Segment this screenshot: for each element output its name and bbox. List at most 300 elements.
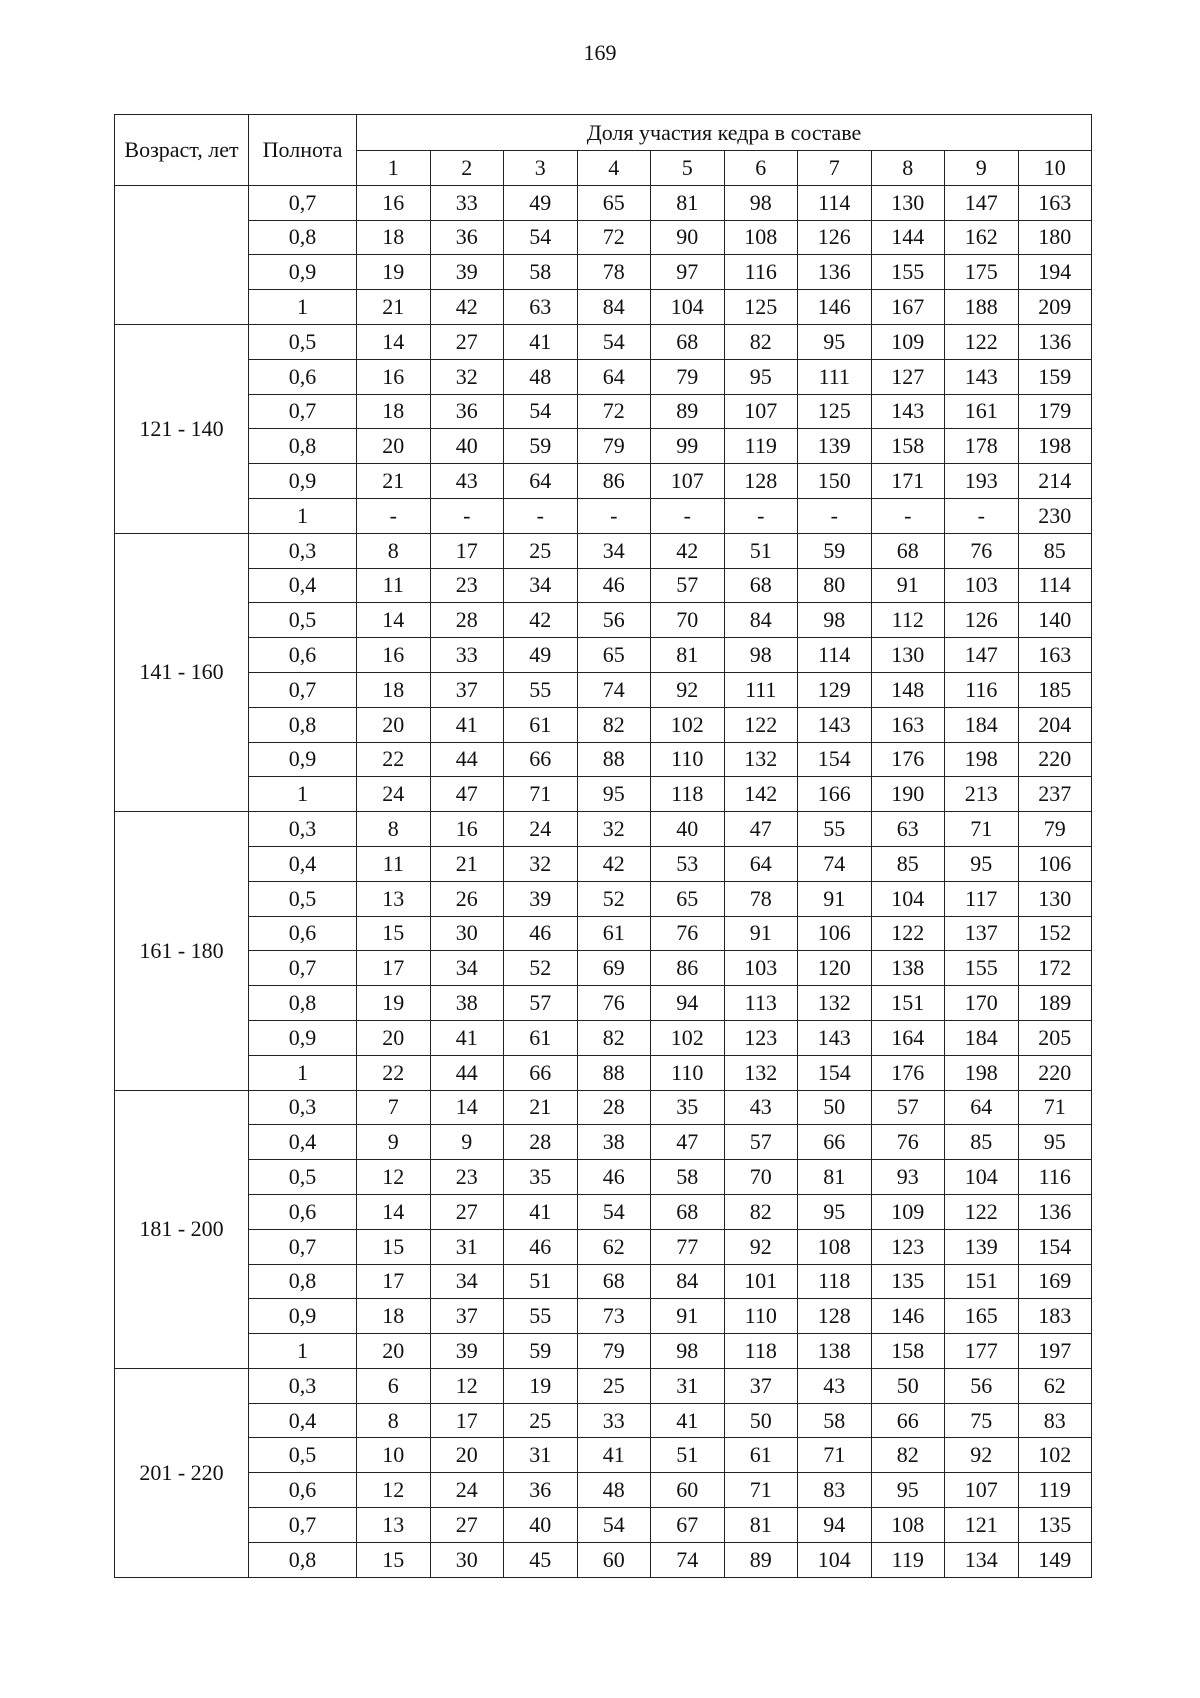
value-cell: - <box>504 498 578 533</box>
value-cell: 149 <box>1018 1542 1092 1577</box>
table-row <box>115 916 1092 951</box>
value-cell: 18 <box>357 1299 431 1334</box>
value-cell: 68 <box>651 1194 725 1229</box>
table-row <box>115 498 1092 533</box>
table-row <box>115 464 1092 499</box>
column-header: 8 <box>871 151 945 186</box>
value-cell: 16 <box>357 359 431 394</box>
value-cell: 190 <box>871 777 945 812</box>
value-cell: 143 <box>798 1020 872 1055</box>
value-cell: 119 <box>1018 1473 1092 1508</box>
density-cell: 0,5 <box>249 1438 357 1473</box>
density-cell: 0,3 <box>249 812 357 847</box>
value-cell: 19 <box>504 1368 578 1403</box>
value-cell: 36 <box>504 1473 578 1508</box>
value-cell: 94 <box>651 986 725 1021</box>
value-cell: 37 <box>430 672 504 707</box>
density-cell: 1 <box>249 1055 357 1090</box>
value-cell: 139 <box>945 1229 1019 1264</box>
density-cell: 0,4 <box>249 846 357 881</box>
value-cell: 12 <box>357 1473 431 1508</box>
value-cell: 20 <box>357 707 431 742</box>
value-cell: 54 <box>577 1508 651 1543</box>
value-cell: 38 <box>430 986 504 1021</box>
value-cell: 49 <box>504 638 578 673</box>
table-row <box>115 777 1092 812</box>
value-cell: 140 <box>1018 603 1092 638</box>
value-cell: 46 <box>577 1160 651 1195</box>
value-cell: 84 <box>577 290 651 325</box>
value-cell: 68 <box>871 533 945 568</box>
value-cell: 17 <box>430 1403 504 1438</box>
value-cell: 49 <box>504 185 578 220</box>
value-cell: 143 <box>798 707 872 742</box>
value-cell: 80 <box>798 568 872 603</box>
value-cell: - <box>651 498 725 533</box>
density-cell: 0,6 <box>249 638 357 673</box>
value-cell: 34 <box>430 951 504 986</box>
value-cell: 8 <box>357 1403 431 1438</box>
value-cell: 81 <box>724 1508 798 1543</box>
value-cell: 86 <box>577 464 651 499</box>
value-cell: 126 <box>798 220 872 255</box>
value-cell: 97 <box>651 255 725 290</box>
value-cell: 95 <box>798 1194 872 1229</box>
value-cell: 56 <box>577 603 651 638</box>
value-cell: 83 <box>798 1473 872 1508</box>
value-cell: 91 <box>724 916 798 951</box>
value-cell: 24 <box>357 777 431 812</box>
table-row <box>115 1229 1092 1264</box>
density-cell: 0,6 <box>249 916 357 951</box>
value-cell: 73 <box>577 1299 651 1334</box>
value-cell: 7 <box>357 1090 431 1125</box>
value-cell: 66 <box>504 742 578 777</box>
value-cell: 155 <box>945 951 1019 986</box>
table-row <box>115 812 1092 847</box>
column-header: 4 <box>577 151 651 186</box>
value-cell: 18 <box>357 394 431 429</box>
value-cell: 35 <box>651 1090 725 1125</box>
value-cell: - <box>871 498 945 533</box>
value-cell: 32 <box>504 846 578 881</box>
value-cell: 114 <box>798 185 872 220</box>
value-cell: 119 <box>871 1542 945 1577</box>
table-row <box>115 185 1092 220</box>
value-cell: 92 <box>724 1229 798 1264</box>
value-cell: 39 <box>430 1334 504 1369</box>
value-cell: 54 <box>504 220 578 255</box>
value-cell: 74 <box>798 846 872 881</box>
value-cell: 33 <box>577 1403 651 1438</box>
value-cell: 106 <box>1018 846 1092 881</box>
value-cell: 37 <box>430 1299 504 1334</box>
value-cell: 110 <box>724 1299 798 1334</box>
value-cell: 9 <box>357 1125 431 1160</box>
value-cell: 95 <box>577 777 651 812</box>
value-cell: 91 <box>871 568 945 603</box>
value-cell: 71 <box>945 812 1019 847</box>
density-cell: 0,7 <box>249 951 357 986</box>
density-cell: 0,5 <box>249 1160 357 1195</box>
value-cell: 14 <box>430 1090 504 1125</box>
value-cell: 54 <box>577 324 651 359</box>
value-cell: 51 <box>504 1264 578 1299</box>
value-cell: 213 <box>945 777 1019 812</box>
value-cell: 85 <box>1018 533 1092 568</box>
value-cell: 33 <box>430 638 504 673</box>
value-cell: 65 <box>577 638 651 673</box>
value-cell: 81 <box>798 1160 872 1195</box>
value-cell: 42 <box>504 603 578 638</box>
density-cell: 0,9 <box>249 464 357 499</box>
value-cell: 15 <box>357 916 431 951</box>
value-cell: 126 <box>945 603 1019 638</box>
density-cell: 0,7 <box>249 1508 357 1543</box>
value-cell: 107 <box>651 464 725 499</box>
value-cell: 198 <box>945 1055 1019 1090</box>
density-cell: 1 <box>249 290 357 325</box>
value-cell: 122 <box>945 324 1019 359</box>
value-cell: 47 <box>430 777 504 812</box>
value-cell: 58 <box>651 1160 725 1195</box>
density-cell: 0,9 <box>249 1020 357 1055</box>
value-cell: 74 <box>651 1542 725 1577</box>
value-cell: 135 <box>1018 1508 1092 1543</box>
value-cell: 62 <box>1018 1368 1092 1403</box>
table-row <box>115 1542 1092 1577</box>
value-cell: 8 <box>357 812 431 847</box>
value-cell: 197 <box>1018 1334 1092 1369</box>
value-cell: 33 <box>430 185 504 220</box>
value-cell: 78 <box>724 881 798 916</box>
value-cell: 65 <box>651 881 725 916</box>
value-cell: 81 <box>651 185 725 220</box>
value-cell: 61 <box>504 707 578 742</box>
value-cell: 16 <box>430 812 504 847</box>
value-cell: 79 <box>577 429 651 464</box>
value-cell: 42 <box>577 846 651 881</box>
value-cell: 12 <box>357 1160 431 1195</box>
value-cell: 64 <box>577 359 651 394</box>
value-cell: 163 <box>871 707 945 742</box>
value-cell: 130 <box>871 185 945 220</box>
value-cell: 104 <box>945 1160 1019 1195</box>
value-cell: 79 <box>577 1334 651 1369</box>
value-cell: 108 <box>871 1508 945 1543</box>
value-cell: 177 <box>945 1334 1019 1369</box>
value-cell: 158 <box>871 1334 945 1369</box>
value-cell: 43 <box>430 464 504 499</box>
value-cell: 38 <box>577 1125 651 1160</box>
value-cell: 70 <box>651 603 725 638</box>
table-row <box>115 707 1092 742</box>
table-row <box>115 220 1092 255</box>
value-cell: 158 <box>871 429 945 464</box>
value-cell: 55 <box>798 812 872 847</box>
value-cell: 69 <box>577 951 651 986</box>
value-cell: 51 <box>651 1438 725 1473</box>
value-cell: 106 <box>798 916 872 951</box>
value-cell: 21 <box>357 290 431 325</box>
value-cell: 138 <box>798 1334 872 1369</box>
value-cell: 146 <box>871 1299 945 1334</box>
value-cell: 109 <box>871 324 945 359</box>
value-cell: 116 <box>945 672 1019 707</box>
value-cell: 66 <box>798 1125 872 1160</box>
value-cell: 161 <box>945 394 1019 429</box>
value-cell: 24 <box>430 1473 504 1508</box>
value-cell: 31 <box>651 1368 725 1403</box>
value-cell: 183 <box>1018 1299 1092 1334</box>
value-cell: 120 <box>798 951 872 986</box>
value-cell: 134 <box>945 1542 1019 1577</box>
value-cell: 154 <box>798 1055 872 1090</box>
value-cell: 82 <box>724 324 798 359</box>
value-cell: 34 <box>504 568 578 603</box>
value-cell: 230 <box>1018 498 1092 533</box>
value-cell: 123 <box>724 1020 798 1055</box>
value-cell: 22 <box>357 1055 431 1090</box>
density-cell: 0,9 <box>249 255 357 290</box>
table-row <box>115 1125 1092 1160</box>
value-cell: 135 <box>871 1264 945 1299</box>
value-cell: 6 <box>357 1368 431 1403</box>
value-cell: 93 <box>871 1160 945 1195</box>
value-cell: 47 <box>651 1125 725 1160</box>
value-cell: 163 <box>1018 185 1092 220</box>
value-cell: 74 <box>577 672 651 707</box>
value-cell: 17 <box>430 533 504 568</box>
column-header: 9 <box>945 151 1019 186</box>
value-cell: 40 <box>651 812 725 847</box>
value-cell: 88 <box>577 742 651 777</box>
value-cell: 108 <box>724 220 798 255</box>
density-cell: 0,8 <box>249 707 357 742</box>
value-cell: 32 <box>430 359 504 394</box>
value-cell: 39 <box>504 881 578 916</box>
density-cell: 0,5 <box>249 603 357 638</box>
value-cell: 129 <box>798 672 872 707</box>
value-cell: 25 <box>504 1403 578 1438</box>
table-row <box>115 603 1092 638</box>
value-cell: 59 <box>504 1334 578 1369</box>
value-cell: 15 <box>357 1229 431 1264</box>
table-row <box>115 1368 1092 1403</box>
value-cell: 71 <box>1018 1090 1092 1125</box>
value-cell: 102 <box>651 707 725 742</box>
value-cell: 17 <box>357 951 431 986</box>
table-row <box>115 1403 1092 1438</box>
column-header: 10 <box>1018 151 1092 186</box>
value-cell: 43 <box>798 1368 872 1403</box>
table-row <box>115 846 1092 881</box>
value-cell: 71 <box>504 777 578 812</box>
value-cell: 164 <box>871 1020 945 1055</box>
value-cell: - <box>724 498 798 533</box>
column-header: 3 <box>504 151 578 186</box>
value-cell: 72 <box>577 394 651 429</box>
value-cell: 220 <box>1018 742 1092 777</box>
value-cell: 130 <box>1018 881 1092 916</box>
value-cell: 104 <box>871 881 945 916</box>
value-cell: 166 <box>798 777 872 812</box>
value-cell: 76 <box>871 1125 945 1160</box>
value-cell: 98 <box>651 1334 725 1369</box>
value-cell: 25 <box>504 533 578 568</box>
column-header: 1 <box>357 151 431 186</box>
value-cell: 188 <box>945 290 1019 325</box>
value-cell: 58 <box>504 255 578 290</box>
column-header: 6 <box>724 151 798 186</box>
value-cell: 205 <box>1018 1020 1092 1055</box>
value-cell: 17 <box>357 1264 431 1299</box>
value-cell: 59 <box>504 429 578 464</box>
value-cell: 9 <box>430 1125 504 1160</box>
density-cell: 0,8 <box>249 986 357 1021</box>
age-range-cell: 181 - 200 <box>115 1090 249 1368</box>
value-cell: 63 <box>504 290 578 325</box>
value-cell: 14 <box>357 1194 431 1229</box>
value-cell: 83 <box>1018 1403 1092 1438</box>
value-cell: 178 <box>945 429 1019 464</box>
density-cell: 0,7 <box>249 185 357 220</box>
value-cell: 46 <box>504 1229 578 1264</box>
value-cell: 61 <box>724 1438 798 1473</box>
value-cell: 79 <box>651 359 725 394</box>
value-cell: 76 <box>651 916 725 951</box>
value-cell: 82 <box>871 1438 945 1473</box>
value-cell: 103 <box>724 951 798 986</box>
value-cell: 125 <box>724 290 798 325</box>
density-cell: 0,7 <box>249 672 357 707</box>
table-row <box>115 1299 1092 1334</box>
value-cell: 30 <box>430 1542 504 1577</box>
value-cell: 44 <box>430 742 504 777</box>
table-row <box>115 1334 1092 1369</box>
value-cell: 56 <box>945 1368 1019 1403</box>
density-cell: 0,8 <box>249 1542 357 1577</box>
value-cell: 20 <box>357 1020 431 1055</box>
value-cell: 64 <box>945 1090 1019 1125</box>
value-cell: 121 <box>945 1508 1019 1543</box>
value-cell: 132 <box>724 742 798 777</box>
value-cell: 77 <box>651 1229 725 1264</box>
density-cell: 0,8 <box>249 1264 357 1299</box>
value-cell: 34 <box>577 533 651 568</box>
value-cell: 47 <box>724 812 798 847</box>
density-cell: 1 <box>249 498 357 533</box>
value-cell: 151 <box>945 1264 1019 1299</box>
value-cell: 88 <box>577 1055 651 1090</box>
density-cell: 0,3 <box>249 1090 357 1125</box>
value-cell: 14 <box>357 603 431 638</box>
value-cell: 169 <box>1018 1264 1092 1299</box>
value-cell: 89 <box>651 394 725 429</box>
value-cell: 75 <box>945 1403 1019 1438</box>
density-cell: 1 <box>249 777 357 812</box>
value-cell: 54 <box>577 1194 651 1229</box>
density-cell: 0,6 <box>249 359 357 394</box>
value-cell: 27 <box>430 1508 504 1543</box>
value-cell: 82 <box>577 1020 651 1055</box>
value-cell: 155 <box>871 255 945 290</box>
density-cell: 0,8 <box>249 429 357 464</box>
value-cell: 50 <box>724 1403 798 1438</box>
value-cell: 19 <box>357 986 431 1021</box>
value-cell: 98 <box>724 638 798 673</box>
value-cell: 116 <box>1018 1160 1092 1195</box>
value-cell: 122 <box>724 707 798 742</box>
value-cell: 146 <box>798 290 872 325</box>
value-cell: 21 <box>504 1090 578 1125</box>
value-cell: 18 <box>357 672 431 707</box>
value-cell: 65 <box>577 185 651 220</box>
density-cell: 0,9 <box>249 1299 357 1334</box>
value-cell: 63 <box>871 812 945 847</box>
value-cell: 82 <box>724 1194 798 1229</box>
value-cell: 45 <box>504 1542 578 1577</box>
value-cell: 101 <box>724 1264 798 1299</box>
value-cell: 68 <box>724 568 798 603</box>
value-cell: 23 <box>430 568 504 603</box>
value-cell: 163 <box>1018 638 1092 673</box>
value-cell: 14 <box>357 324 431 359</box>
density-cell: 0,4 <box>249 1125 357 1160</box>
value-cell: 85 <box>871 846 945 881</box>
table-row <box>115 533 1092 568</box>
value-cell: 12 <box>430 1368 504 1403</box>
value-cell: 184 <box>945 707 1019 742</box>
value-cell: 84 <box>651 1264 725 1299</box>
value-cell: 95 <box>945 846 1019 881</box>
value-cell: 143 <box>871 394 945 429</box>
value-cell: 118 <box>651 777 725 812</box>
value-cell: 81 <box>651 638 725 673</box>
value-cell: 118 <box>798 1264 872 1299</box>
value-cell: 84 <box>724 603 798 638</box>
density-cell: 1 <box>249 1334 357 1369</box>
value-cell: 66 <box>504 1055 578 1090</box>
value-cell: 8 <box>357 533 431 568</box>
value-cell: 11 <box>357 846 431 881</box>
value-cell: 41 <box>651 1403 725 1438</box>
value-cell: 15 <box>357 1542 431 1577</box>
value-cell: 92 <box>945 1438 1019 1473</box>
value-cell: 189 <box>1018 986 1092 1021</box>
value-cell: 176 <box>871 742 945 777</box>
value-cell: 184 <box>945 1020 1019 1055</box>
density-cell: 0,9 <box>249 742 357 777</box>
value-cell: 57 <box>504 986 578 1021</box>
value-cell: 31 <box>430 1229 504 1264</box>
value-cell: 175 <box>945 255 1019 290</box>
value-cell: 36 <box>430 394 504 429</box>
value-cell: 57 <box>651 568 725 603</box>
value-cell: 20 <box>357 1334 431 1369</box>
value-cell: 151 <box>871 986 945 1021</box>
value-cell: - <box>798 498 872 533</box>
value-cell: 37 <box>724 1368 798 1403</box>
value-cell: 13 <box>357 881 431 916</box>
value-cell: 55 <box>504 672 578 707</box>
value-cell: 60 <box>651 1473 725 1508</box>
value-cell: 148 <box>871 672 945 707</box>
value-cell: 82 <box>577 707 651 742</box>
value-cell: 36 <box>430 220 504 255</box>
value-cell: 67 <box>651 1508 725 1543</box>
value-cell: 51 <box>724 533 798 568</box>
